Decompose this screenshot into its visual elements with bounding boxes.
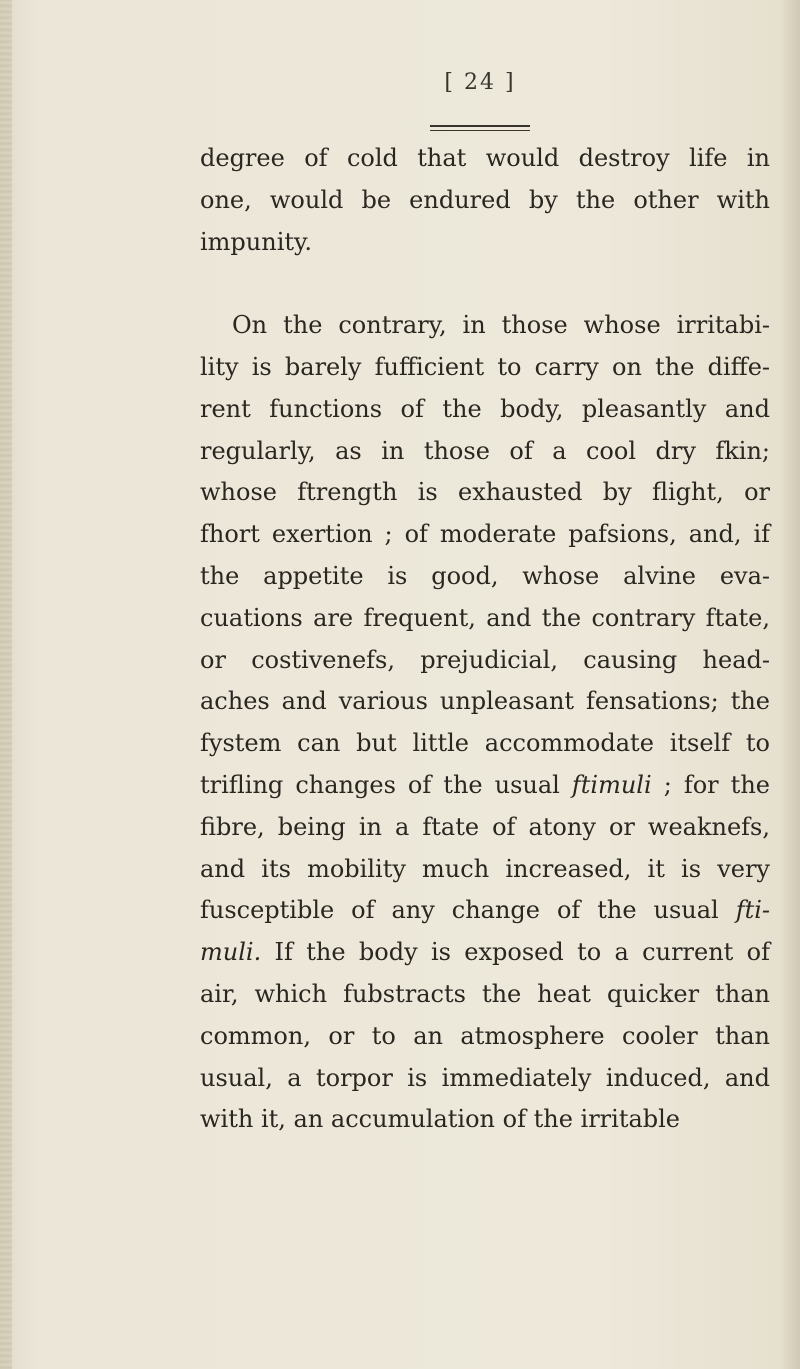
paragraph-gap: [200, 263, 770, 305]
page-binding-edge: [0, 0, 12, 1369]
text-line: with it, an accumulation of the irritable: [200, 1105, 681, 1134]
text-line: aches and various unpleasant fensations; the: [200, 687, 770, 716]
text-line: [200, 890, 770, 932]
italic-term: fti-: [735, 896, 770, 925]
text-line: On the contrary, in those whose irritabi-: [232, 311, 770, 340]
text-line: impunity.: [200, 227, 313, 256]
text-line: [200, 932, 770, 974]
text-line: fibre, being in a ftate of atony or weaknefs,: [200, 812, 770, 841]
text-line: regularly, as in those of a cool dry fkin;: [200, 436, 770, 465]
header-rule: [430, 125, 530, 131]
text-line: whose ftrength is exhausted by flight, or: [200, 478, 770, 507]
page-number: [ 24 ]: [444, 70, 516, 95]
text-line: one, would be endured by the other with: [200, 185, 770, 214]
body-text: [200, 138, 770, 1141]
text-line: fhort exertion ; of moderate pafsions, and, if: [200, 520, 770, 549]
text-line: the appetite is good, whose alvine eva-: [200, 561, 770, 590]
text-line: common, or to an atmosphere cooler than: [200, 1021, 770, 1050]
text-segment: If the body is exposed to a current of: [261, 938, 770, 967]
text-line: degree of cold that would destroy life in: [200, 144, 770, 172]
text-line: air, which fubstracts the heat quicker than: [200, 979, 770, 1008]
text-line: lity is barely fufficient to carry on the diffe-: [200, 352, 770, 381]
italic-term: ftimuli: [571, 770, 652, 799]
text-line: usual, a torpor is immediately induced, and: [200, 1063, 770, 1092]
text-line: or costivenefs, prejudicial, causing head-: [200, 645, 770, 674]
italic-term: muli.: [200, 938, 262, 967]
text-line: [200, 765, 770, 807]
text-line: rent functions of the body, pleasantly and: [200, 394, 770, 423]
text-line: cuations are frequent, and the contrary ftate,: [200, 603, 770, 632]
text-line: and its mobility much increased, it is very: [200, 854, 770, 883]
text-segment: fusceptible of any change of the usual: [200, 896, 736, 925]
text-segment: ; for the: [651, 770, 770, 799]
text-segment: trifling changes of the usual: [200, 770, 572, 799]
text-line: fystem can but little accommodate itself to: [200, 729, 770, 758]
